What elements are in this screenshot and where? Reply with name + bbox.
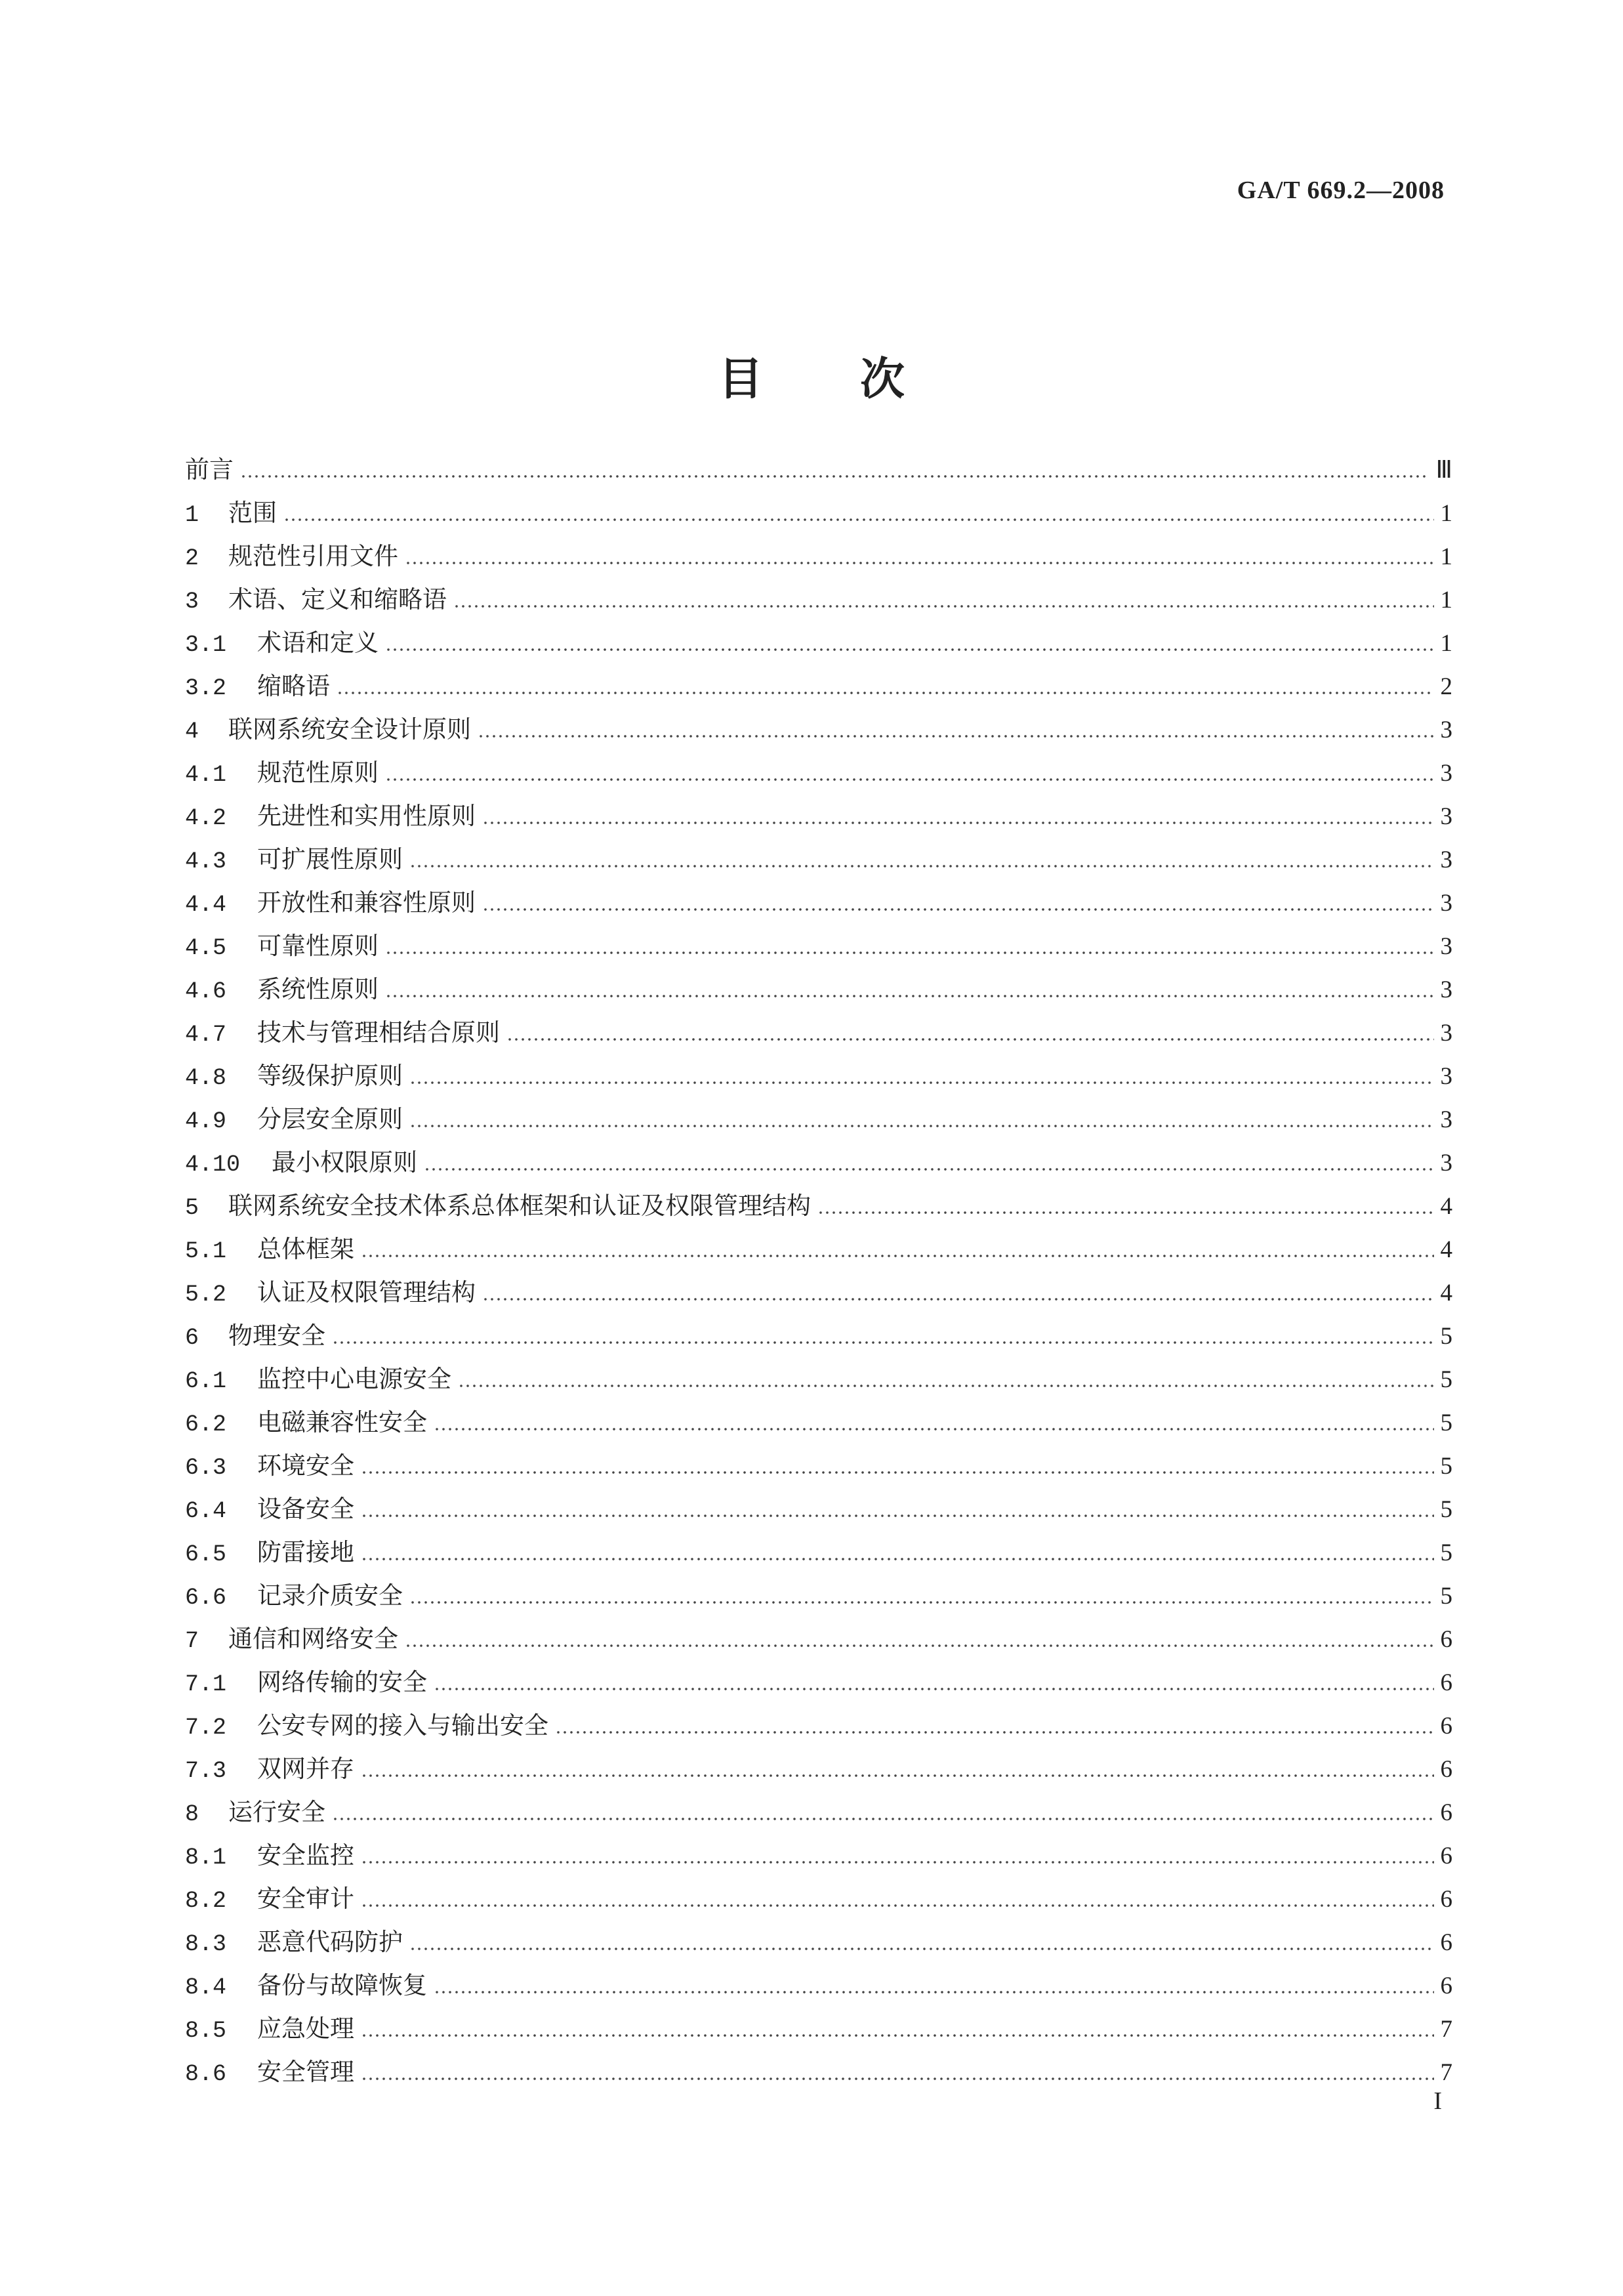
toc-entry-title[interactable]: 环境安全 [257, 1451, 354, 1480]
toc-entry[interactable] [185, 1054, 1452, 1098]
toc-entry-title[interactable]: 电磁兼容性安全 [257, 1408, 427, 1436]
toc-entry-title[interactable]: 恶意代码防护 [257, 1928, 403, 1956]
toc-entry-title[interactable]: 缩略语 [257, 672, 330, 700]
toc-entry-number: 4.2 [185, 805, 227, 831]
standard-code: GA/T 669.2—2008 [1237, 177, 1445, 204]
toc-entry-page: 5 [1440, 1583, 1452, 1610]
toc-entry[interactable] [185, 1141, 1452, 1184]
dot-leader [385, 951, 1434, 954]
title-char-2: 次 [860, 353, 905, 406]
toc-entry[interactable] [185, 1747, 1452, 1791]
toc-entry[interactable] [185, 1401, 1452, 1444]
toc-entry[interactable] [185, 1531, 1452, 1574]
toc-entry[interactable] [185, 1444, 1452, 1488]
dot-leader [361, 1255, 1434, 1257]
dot-leader [434, 1428, 1434, 1430]
toc-entry[interactable] [185, 1314, 1452, 1358]
toc-entry-title[interactable]: 范围 [228, 499, 277, 527]
toc-entry[interactable] [185, 1228, 1452, 1271]
toc-entry-number: 4.1 [185, 762, 227, 788]
toc-entry[interactable] [185, 925, 1452, 968]
dot-leader [409, 1081, 1434, 1084]
dot-leader [506, 1038, 1434, 1041]
toc-entry-title[interactable]: 监控中心电源安全 [257, 1365, 451, 1393]
toc-entry-page: 3 [1440, 760, 1452, 787]
toc-entry-page: 1 [1440, 630, 1452, 657]
toc-entry-title[interactable]: 公安专网的接入与输出安全 [257, 1711, 548, 1740]
page-title [0, 344, 1623, 407]
toc-entry-number: 5.1 [185, 1238, 227, 1264]
toc-entry-title[interactable]: 安全管理 [257, 2058, 354, 2086]
toc-entry[interactable] [185, 1618, 1452, 1661]
toc-entry[interactable] [185, 795, 1452, 838]
toc-entry-number: 4.9 [185, 1108, 227, 1135]
dot-leader [361, 2077, 1434, 2080]
toc-entry-number: 1 [185, 502, 199, 528]
toc-entry-page: 6 [1440, 1799, 1452, 1826]
toc-entry-number: 8.2 [185, 1888, 227, 1914]
toc-entry-page: 4 [1440, 1193, 1452, 1220]
toc-entry-page: 4 [1440, 1236, 1452, 1263]
toc-entry-number: 8.6 [185, 2061, 227, 2087]
dot-leader [453, 605, 1434, 608]
toc-entry-title[interactable]: 设备安全 [257, 1495, 354, 1523]
dot-leader [361, 1774, 1434, 1777]
toc-entry-number: 7.1 [185, 1671, 227, 1698]
toc-entry-number: 4.4 [185, 892, 227, 918]
toc-entry-title[interactable]: 记录介质安全 [257, 1581, 403, 1610]
page-number: I [1433, 2087, 1442, 2115]
toc-entry-page: 6 [1440, 1929, 1452, 1956]
toc-entry[interactable] [185, 1661, 1452, 1704]
toc-entry-number: 8.4 [185, 1974, 227, 2001]
dot-leader [817, 1211, 1434, 1214]
toc-entry[interactable] [185, 535, 1452, 578]
toc-entry-page: 6 [1440, 1843, 1452, 1869]
toc-entry-page: 7 [1440, 2016, 1452, 2043]
toc-entry-number: 4.5 [185, 935, 227, 961]
toc-entry[interactable] [185, 1791, 1452, 1834]
toc-entry[interactable] [185, 2051, 1452, 2094]
toc-entry[interactable] [185, 1964, 1452, 2007]
toc-entry-number: 3.1 [185, 632, 227, 658]
toc-entry[interactable] [185, 665, 1452, 708]
dot-leader [405, 1644, 1434, 1647]
toc-entry-title[interactable]: 双网并存 [257, 1755, 354, 1783]
toc-entry-page: 6 [1440, 1886, 1452, 1913]
toc-entry-title[interactable]: 规范性原则 [257, 759, 379, 787]
toc-entry-page: 5 [1440, 1366, 1452, 1393]
toc-entry[interactable] [185, 621, 1452, 665]
toc-entry-number: 5 [185, 1195, 199, 1221]
toc-entry-number: 4 [185, 719, 199, 745]
toc-entry-number: 3 [185, 589, 199, 615]
dot-leader [361, 2034, 1434, 2037]
toc-entry-number: 5.2 [185, 1282, 227, 1308]
toc-entry-title[interactable]: 规范性引用文件 [228, 542, 398, 570]
toc-entry-title[interactable]: 术语和定义 [257, 629, 379, 657]
dot-leader [458, 1385, 1434, 1387]
toc-entry-title[interactable]: 可靠性原则 [257, 932, 379, 960]
toc-entry-page: 3 [1440, 1106, 1452, 1133]
toc-entry-page: 3 [1440, 1150, 1452, 1177]
dot-leader [361, 1861, 1434, 1864]
toc-entry-title[interactable]: 术语、定义和缩略语 [228, 585, 447, 614]
toc-entry-number: 4.10 [185, 1152, 241, 1178]
dot-leader [332, 1818, 1434, 1820]
dot-leader [385, 995, 1434, 997]
toc-entry[interactable] [185, 1011, 1452, 1054]
toc-entry[interactable] [185, 578, 1452, 621]
toc-entry-page: 6 [1440, 1669, 1452, 1696]
toc-entry-page: 5 [1440, 1409, 1452, 1436]
toc-entry-page: 3 [1440, 717, 1452, 743]
toc-entry[interactable] [185, 1271, 1452, 1314]
dot-leader [482, 822, 1434, 824]
toc-entry-number: 4.7 [185, 1022, 227, 1048]
dot-leader [482, 1298, 1434, 1301]
toc-entry[interactable] [185, 1704, 1452, 1747]
dot-leader [361, 1514, 1434, 1517]
dot-leader [409, 1601, 1434, 1604]
toc-entry-title[interactable]: 运行安全 [228, 1798, 325, 1826]
toc-entry-number: 8.1 [185, 1845, 227, 1871]
dot-leader [424, 1168, 1434, 1171]
toc-entry-number: 4.6 [185, 978, 227, 1005]
toc-entry[interactable] [185, 1921, 1452, 1964]
toc-entry-title[interactable]: 应急处理 [257, 2014, 354, 2043]
toc-entry-title[interactable]: 联网系统安全设计原则 [228, 715, 471, 743]
dot-leader [283, 518, 1434, 521]
toc-entry-page: 5 [1440, 1453, 1452, 1480]
toc-entry-number: 8.3 [185, 1931, 227, 1957]
toc-entry-title[interactable]: 物理安全 [228, 1322, 325, 1350]
toc-entry-title[interactable]: 最小权限原则 [272, 1148, 417, 1177]
toc-entry-title[interactable]: 安全审计 [257, 1885, 354, 1913]
dot-leader [361, 1904, 1434, 1907]
dot-leader [385, 648, 1434, 651]
toc-entry-title[interactable]: 开放性和兼容性原则 [257, 888, 476, 917]
toc-entry-number: 4.8 [185, 1065, 227, 1091]
toc-entry-page: 1 [1440, 500, 1452, 527]
toc-entry-number: 6.4 [185, 1498, 227, 1524]
dot-leader [434, 1688, 1434, 1690]
toc-entry-page: 5 [1440, 1496, 1452, 1523]
toc-entry-number: 6.3 [185, 1455, 227, 1481]
toc-entry-title[interactable]: 防雷接地 [257, 1538, 354, 1566]
dot-leader [478, 735, 1434, 738]
dot-leader [337, 692, 1434, 694]
toc-entry-title[interactable]: 认证及权限管理结构 [257, 1278, 476, 1306]
toc-entry-page: 5 [1440, 1323, 1452, 1350]
toc-entry-page: 6 [1440, 1713, 1452, 1740]
dot-leader [332, 1341, 1434, 1344]
toc-entry[interactable] [185, 708, 1452, 751]
toc-entry-page: 3 [1440, 933, 1452, 960]
toc-entry-page: 3 [1440, 803, 1452, 830]
toc-entry-page: 4 [1440, 1280, 1452, 1306]
title-char-1: 目 [718, 353, 763, 406]
toc-entry-title[interactable]: 等级保护原则 [257, 1062, 403, 1090]
toc-entry[interactable] [185, 1834, 1452, 1877]
toc-entry-page: 5 [1440, 1539, 1452, 1566]
toc-entry[interactable] [185, 751, 1452, 795]
toc-entry-title[interactable]: 先进性和实用性原则 [257, 802, 476, 830]
dot-leader [482, 908, 1434, 911]
toc-entry-number: 6.1 [185, 1368, 227, 1394]
toc-entry[interactable] [185, 1574, 1452, 1618]
toc-entry-title[interactable]: 通信和网络安全 [228, 1625, 398, 1653]
toc-entry-title[interactable]: 分层安全原则 [257, 1105, 403, 1133]
toc-entry-page: 3 [1440, 1063, 1452, 1090]
toc-entry[interactable] [185, 1184, 1452, 1228]
toc-entry-number: 6.6 [185, 1585, 227, 1611]
toc-entry-page: 3 [1440, 976, 1452, 1003]
toc-entry-title[interactable]: 总体框架 [257, 1235, 354, 1263]
toc-entry-number: 6 [185, 1325, 199, 1351]
dot-leader [409, 1125, 1434, 1127]
toc-entry-number: 7.3 [185, 1758, 227, 1784]
toc-entry-title[interactable]: 安全监控 [257, 1841, 354, 1869]
dot-leader [405, 562, 1434, 564]
toc-entry-title[interactable]: 备份与故障恢复 [257, 1971, 427, 1999]
dot-leader [385, 778, 1434, 781]
dot-leader [361, 1471, 1434, 1474]
toc-entry-number: 8 [185, 1801, 199, 1827]
toc-entry-number: 8.5 [185, 2018, 227, 2044]
toc-entry-page: 3 [1440, 890, 1452, 917]
toc-entry-number: 6.2 [185, 1411, 227, 1438]
toc-entry[interactable] [185, 968, 1452, 1011]
toc-entry-title[interactable]: 可扩展性原则 [257, 845, 403, 873]
toc-entry-page: 2 [1440, 673, 1452, 700]
toc-entry-title[interactable]: 技术与管理相结合原则 [257, 1018, 500, 1047]
toc-entry-title[interactable]: 网络传输的安全 [257, 1668, 427, 1696]
toc-entry[interactable] [185, 838, 1452, 881]
toc-entry-page: 6 [1440, 1972, 1452, 1999]
toc-entry-page: 3 [1440, 1020, 1452, 1047]
dot-leader [361, 1558, 1434, 1560]
toc-entry-number: 7.2 [185, 1715, 227, 1741]
toc-entry-number: 4.3 [185, 848, 227, 875]
toc-entry-page: 1 [1440, 543, 1452, 570]
toc-entry-title[interactable]: 系统性原则 [257, 975, 379, 1003]
dot-leader [409, 865, 1434, 867]
toc-entry-number: 2 [185, 545, 199, 572]
toc-entry-title[interactable]: 联网系统安全技术体系总体框架和认证及权限管理结构 [228, 1192, 811, 1220]
dot-leader [409, 1948, 1434, 1950]
toc-entry-page: 6 [1440, 1626, 1452, 1653]
toc-entry[interactable] [185, 1098, 1452, 1141]
toc-entry-page: Ⅲ [1435, 457, 1452, 484]
dot-leader [555, 1731, 1434, 1734]
dot-leader [240, 475, 1429, 478]
toc-entry-page: 3 [1440, 846, 1452, 873]
toc-entry-page: 7 [1440, 2059, 1452, 2086]
toc-entry-number: 6.5 [185, 1541, 227, 1568]
toc-entry[interactable] [185, 2007, 1452, 2051]
toc-entry-number: 7 [185, 1628, 199, 1654]
table-of-contents [185, 448, 1452, 2094]
toc-entry-page: 6 [1440, 1756, 1452, 1783]
toc-entry-page: 1 [1440, 587, 1452, 614]
toc-entry[interactable] [185, 1877, 1452, 1921]
toc-entry[interactable] [185, 491, 1452, 535]
toc-entry-title[interactable]: 前言 [185, 455, 234, 484]
toc-entry[interactable] [185, 1358, 1452, 1401]
toc-entry[interactable] [185, 881, 1452, 925]
toc-entry[interactable] [185, 1488, 1452, 1531]
dot-leader [434, 1991, 1434, 1993]
toc-entry-number: 3.2 [185, 675, 227, 701]
toc-entry[interactable] [185, 448, 1452, 491]
